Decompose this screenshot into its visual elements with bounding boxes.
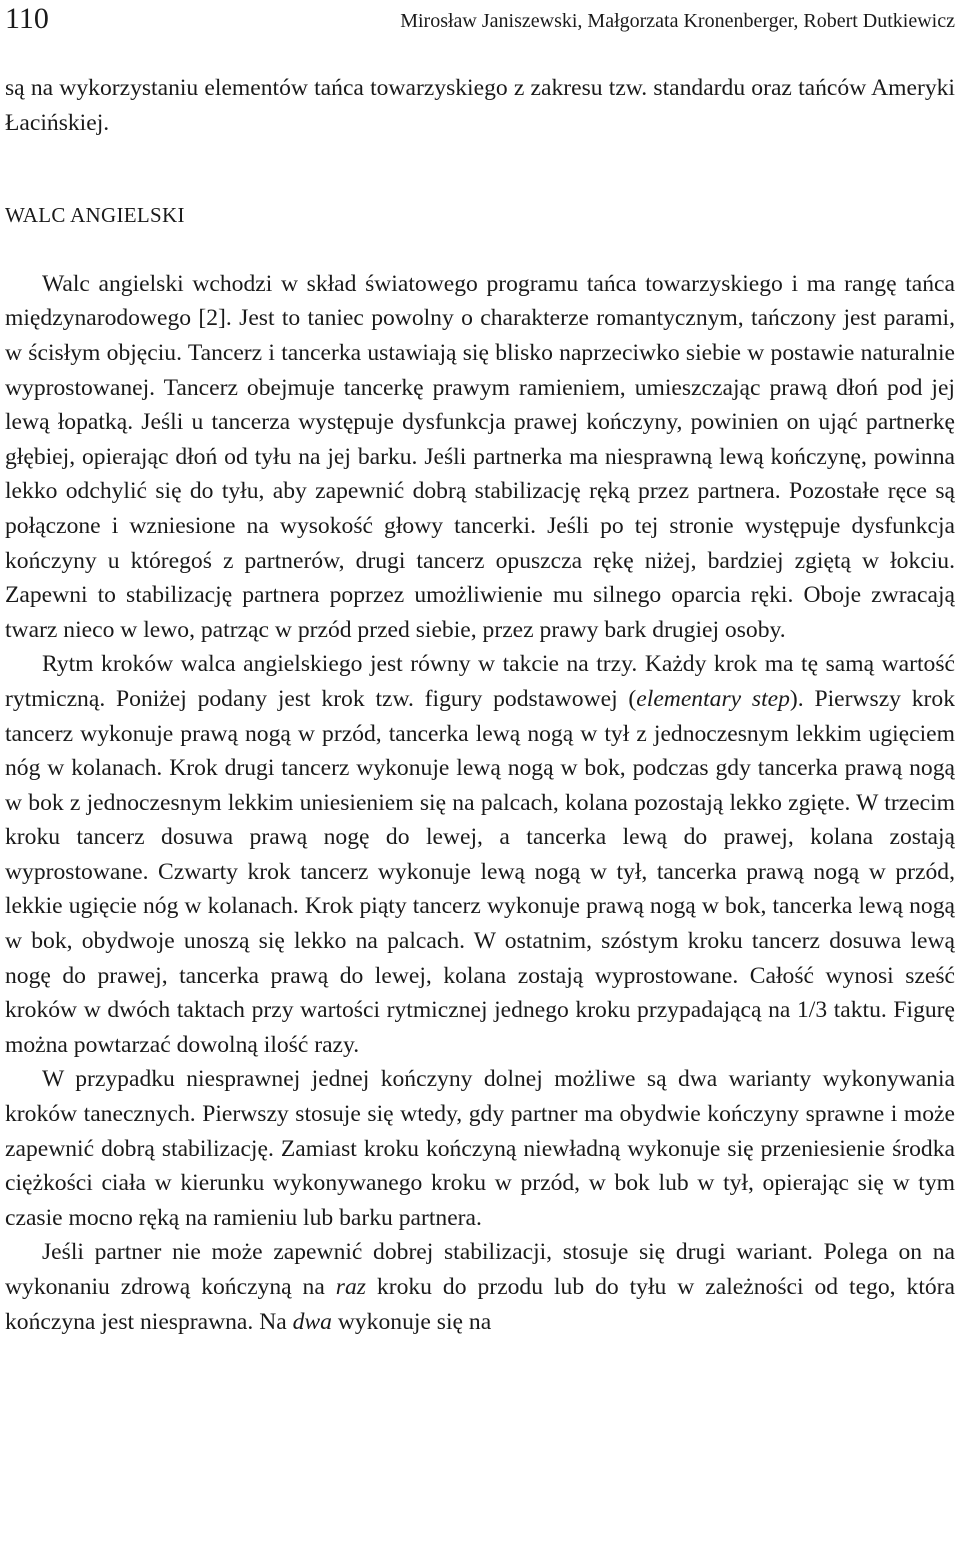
paragraph-rhythm <box>5 647 955 1062</box>
paragraph-second-variant-text-c: wykonuje się na <box>331 1308 492 1335</box>
document-page <box>5 0 955 1558</box>
paragraph-rhythm-text-start: Rytm kroków walca angielskiego jest równy w takcie na trzy. Każdy krok ma tę samą wartość rytmiczną. Poniżej podany jest krok tzw. figury podstawowej ( <box>5 651 955 712</box>
italic-term-elementary-step: elementary step <box>636 685 790 712</box>
body-text <box>5 71 955 1339</box>
paragraph-variants: W przypadku niesprawnej jednej kończyny dolnej możliwe są dwa warianty wykonywania kroków tanecznych. Pierwszy stosuje się wtedy, gdy partner ma obydwie kończyny sprawne i może zapewnić dobrą stabilizację. Zamiast kroku kończyną niewładną wykonuje się przeniesienie środka ciężkości ciała w kierunku wykonywanego kroku w przód, w bok lub w tył, opierając się w tym czasie mocno ręką na ramieniu lub barku partnera. <box>5 1066 955 1231</box>
paragraph-second-variant-text-a: Jeśli partner nie może zapewnić dobrej stabilizacji, stosuje się drugi wariant. Polega on na wykonaniu zdrową kończyną na <box>5 1239 955 1300</box>
paragraph-second-variant <box>5 1235 955 1339</box>
italic-term-raz: raz <box>335 1274 366 1300</box>
paragraph-second-variant-text-b: kroku do przodu lub do tyłu w zależności od tego, która kończyna jest niesprawna. Na <box>5 1274 955 1335</box>
section-heading: WALC ANGIELSKI <box>5 203 185 228</box>
paragraph-rhythm-text-end: ). Pierwszy krok tancerz wykonuje prawą nogą w przód, tancerka lewą nogą w tył z jednoczesnym lekkim ugięciem nóg w kolanach. Krok drugi tancerz wykonuje lewą nogą w bok, podczas gdy tancerka prawą nogą w bok z jednoczesnym lekkim uniesieniem się na palcach, kolana pozostają lekko zgięte. W trzecim kroku tancerz dosuwa prawą nogę do lewej, a tancerka lewą do prawej, kolana zostają wyprostowane. Czwarty krok tancerz wykonuje lewą nogą w tył, tancerka prawą nogą w przód, lekkie ugięcie nóg w kolanach. Krok piąty tancerz wykonuje prawą nogą w bok, tancerka lewą nogą w bok, obydwoje unoszą się lekko na palcach. W ostatnim, szóstym kroku tancerz dosuwa lewą nogę do prawej, tancerka prawą do lewej, kolana zostają wyprostowane. Całość wynosi sześć kroków w dwóch taktach przy wartości rytmicznej jednego kroku przypadającą na 1/3 taktu. Figurę można powtarzać dowolną ilość razy. <box>5 685 955 1058</box>
intro-paragraph: są na wykorzystaniu elementów tańca towarzyskiego z zakresu tzw. standardu oraz tańców Ameryki Łacińskiej. <box>5 75 955 136</box>
italic-term-dwa: dwa <box>292 1308 332 1335</box>
paragraph-posture: Walc angielski wchodzi w skład światowego programu tańca towarzyskiego i ma rangę tańca międzynarodowego [2]. Jest to taniec powolny o charakterze romantycznym, tańczony jest parami, w ścisłym objęciu. Tancerz i tancerka ustawiają się blisko naprzeciwko siebie w postawie naturalnie wyprostowanej. Tancerz obejmuje tancerkę prawym ramieniem, umieszczając prawą dłoń pod jej lewą łopatką. Jeśli u tancerza występuje dysfunkcja prawej kończyny, powinien on ująć partnerkę głębiej, opierając dłoń od tyłu na jej barku. Jeśli partnerka ma niesprawną lewą kończynę, powinna lekko odchylić się do tyłu, aby zapewnić dobrą stabilizację ręką przez partnera. Pozostałe ręce są połączone i wzniesione na wysokość głowy tancerki. Jeśli po tej stronie występuje dysfunkcja kończyny u któregoś z partnerów, drugi tancerz opuszcza rękę niżej, bardziej zgiętą w łokciu. Zapewni to stabilizację partnera poprzez umożliwienie mu silnego oparcia ręki. Oboje zwracają twarz nieco w lewo, patrząc w przód przed siebie, przez prawy bark drugiej osoby. <box>5 270 955 643</box>
running-header <box>5 2 955 36</box>
page-number: 110 <box>5 2 49 35</box>
running-header-authors: Mirosław Janiszewski, Małgorzata Kronenberger, Robert Dutkiewicz <box>400 10 955 32</box>
